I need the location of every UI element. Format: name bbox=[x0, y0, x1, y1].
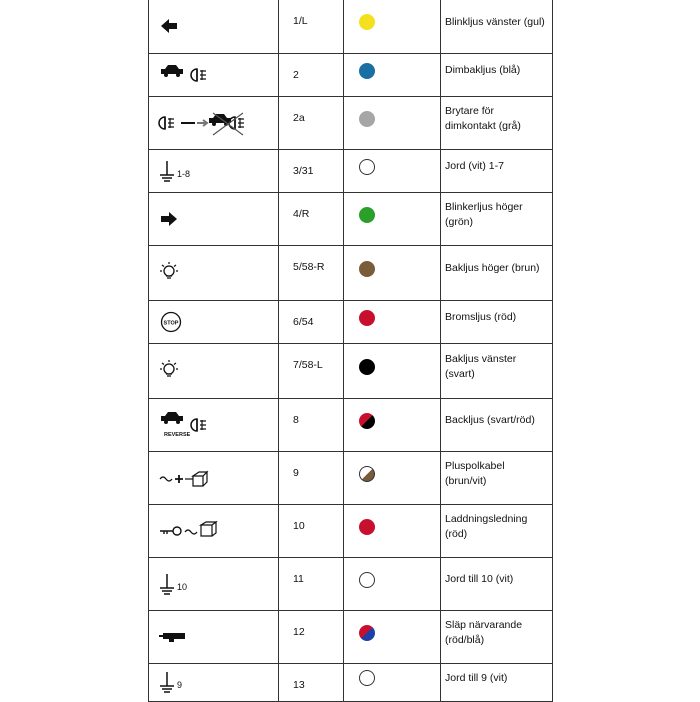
wire-description-cell bbox=[441, 245, 553, 300]
stop-icon bbox=[149, 300, 279, 343]
pin-number: 12 bbox=[279, 610, 344, 663]
wire-color-cell bbox=[344, 557, 441, 610]
wire-description-cell bbox=[441, 53, 553, 96]
wire-color-cell bbox=[344, 192, 441, 245]
pin-number: 6/54 bbox=[279, 300, 344, 343]
wire-color-dot bbox=[359, 625, 375, 641]
wire-color-dot bbox=[359, 413, 375, 429]
wire-description-cell bbox=[441, 663, 553, 701]
pin-number: 3/31 bbox=[279, 149, 344, 192]
pin-number: 1/L bbox=[279, 0, 344, 53]
svg-text:REVERSE: REVERSE bbox=[164, 431, 191, 438]
wire-color-dot bbox=[359, 261, 375, 277]
wire-description: Släp närvarande (röd/blå) bbox=[445, 618, 523, 646]
table-row bbox=[149, 0, 553, 53]
wire-description: Jord till 10 (vit) bbox=[445, 573, 514, 585]
arrow-right-icon bbox=[149, 192, 279, 245]
pin-number: 7/58-L bbox=[279, 343, 344, 398]
wiring-table bbox=[148, 0, 553, 702]
wire-description-cell bbox=[441, 0, 553, 53]
wiring-table-body bbox=[149, 0, 553, 701]
table-row bbox=[149, 245, 553, 300]
wire-description: Bromsljus (röd) bbox=[445, 311, 517, 323]
table-row bbox=[149, 192, 553, 245]
wire-description-cell bbox=[441, 96, 553, 149]
wire-color-dot bbox=[359, 359, 375, 375]
wire-description-cell bbox=[441, 343, 553, 398]
table-row bbox=[149, 53, 553, 96]
wire-description-cell bbox=[441, 300, 553, 343]
wire-color-dot bbox=[359, 572, 375, 588]
wire-description: Jord till 9 (vit) bbox=[445, 671, 508, 684]
wire-color-cell bbox=[344, 504, 441, 557]
fog-switch-icon bbox=[149, 96, 279, 149]
wire-description: Backljus (svart/röd) bbox=[445, 414, 535, 426]
wire-description: Blinkljus vänster (gul) bbox=[445, 15, 545, 28]
svg-text:10: 10 bbox=[177, 581, 188, 592]
wire-color-dot bbox=[359, 14, 375, 30]
pin-number: 8 bbox=[279, 398, 344, 451]
pin-number: 2a bbox=[279, 96, 344, 149]
wire-description: Jord (vit) 1-7 bbox=[445, 160, 504, 172]
wire-description: Blinkerljus höger (grön) bbox=[445, 200, 523, 228]
table-row bbox=[149, 398, 553, 451]
wire-description: Brytare för dimkontakt (grå) bbox=[445, 104, 521, 132]
wire-color-dot bbox=[359, 670, 375, 686]
pin-number: 5/58-R bbox=[279, 245, 344, 300]
ground-icon bbox=[149, 149, 279, 192]
tail-light-icon bbox=[149, 343, 279, 398]
table-row bbox=[149, 663, 553, 701]
wire-color-dot bbox=[359, 466, 375, 482]
table-row bbox=[149, 343, 553, 398]
pin-number: 13 bbox=[279, 663, 344, 701]
wire-color-dot bbox=[359, 111, 375, 127]
table-row bbox=[149, 96, 553, 149]
pin-number: 2 bbox=[279, 53, 344, 96]
charging-key-icon bbox=[149, 504, 279, 557]
svg-text:9: 9 bbox=[177, 680, 183, 690]
trailer-icon bbox=[149, 610, 279, 663]
wire-description: Pluspolkabel (brun/vit) bbox=[445, 459, 505, 487]
wire-description-cell bbox=[441, 451, 553, 504]
wire-color-cell bbox=[344, 245, 441, 300]
wire-color-dot bbox=[359, 63, 375, 79]
wire-color-cell bbox=[344, 398, 441, 451]
wire-description: Bakljus vänster (svart) bbox=[445, 352, 517, 380]
wire-description: Laddningsledning (röd) bbox=[445, 512, 528, 540]
wire-color-cell bbox=[344, 149, 441, 192]
wire-description-cell bbox=[441, 504, 553, 557]
wire-description-cell bbox=[441, 149, 553, 192]
wire-description-cell bbox=[441, 557, 553, 610]
ground-icon bbox=[149, 557, 279, 610]
table-row bbox=[149, 149, 553, 192]
pin-number: 10 bbox=[279, 504, 344, 557]
wire-description-cell bbox=[441, 192, 553, 245]
wire-color-cell bbox=[344, 343, 441, 398]
table-row bbox=[149, 504, 553, 557]
pin-number: 9 bbox=[279, 451, 344, 504]
wire-color-cell bbox=[344, 96, 441, 149]
reverse-light-icon bbox=[149, 398, 279, 451]
svg-text:1-8: 1-8 bbox=[177, 168, 191, 179]
wire-color-cell bbox=[344, 663, 441, 701]
ground-icon bbox=[149, 663, 279, 701]
wire-color-cell bbox=[344, 300, 441, 343]
svg-text:STOP: STOP bbox=[163, 320, 179, 326]
wire-description-cell bbox=[441, 610, 553, 663]
battery-plus-icon bbox=[149, 451, 279, 504]
wire-color-dot bbox=[359, 159, 375, 175]
wire-color-cell bbox=[344, 610, 441, 663]
wire-description: Dimbakljus (blå) bbox=[445, 64, 521, 76]
wire-color-cell bbox=[344, 451, 441, 504]
wire-color-dot bbox=[359, 519, 375, 535]
pin-number: 4/R bbox=[279, 192, 344, 245]
wire-color-cell bbox=[344, 53, 441, 96]
pin-number: 11 bbox=[279, 557, 344, 610]
wire-description: Bakljus höger (brun) bbox=[445, 262, 540, 274]
wire-description-cell bbox=[441, 398, 553, 451]
table-row bbox=[149, 557, 553, 610]
wire-color-dot bbox=[359, 207, 375, 223]
table-row bbox=[149, 300, 553, 343]
rear-fog-light-icon bbox=[149, 53, 279, 96]
wire-color-cell bbox=[344, 0, 441, 53]
table-row bbox=[149, 610, 553, 663]
wire-color-dot bbox=[359, 310, 375, 326]
arrow-left-icon bbox=[149, 0, 279, 53]
table-row bbox=[149, 451, 553, 504]
tail-light-icon bbox=[149, 245, 279, 300]
